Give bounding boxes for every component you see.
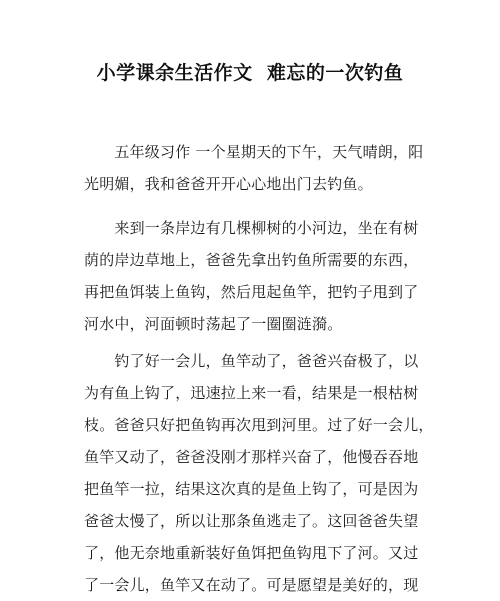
- paragraph-line: 再把鱼饵装上鱼钩，然后甩起鱼竿，把钓子甩到了: [84, 283, 419, 301]
- paragraph-line: 荫的岸边草地上，爸爸先拿出钓鱼所需要的东西，: [84, 251, 419, 269]
- paragraph-line: 五年级习作 一个星期天的下午，天气晴朗，阳: [84, 143, 424, 161]
- paragraph-line: 鱼竿又动了，爸爸没刚才那样兴奋了，他慢吞吞地: [84, 448, 419, 466]
- paragraph-line: 钓了好一会儿，鱼竿动了，爸爸兴奋极了，以: [84, 352, 419, 370]
- paragraph-3: [84, 345, 434, 601]
- paragraph-2: [84, 212, 424, 340]
- paragraph-line: 枝。爸爸只好把鱼钩再次甩到河里。过了好一会儿，: [84, 416, 434, 434]
- paragraph-line: 河水中，河面顿时荡起了一圈圈涟漪。: [84, 315, 343, 333]
- paragraph-line: 光明媚，我和爸爸开开心心地出门去钓鱼。: [84, 175, 373, 193]
- paragraph-line: 了，他无奈地重新装好鱼饵把鱼钩甩下了河。又过: [84, 544, 419, 562]
- paragraph-line: 来到一条岸边有几棵柳树的小河边，坐在有树: [84, 219, 419, 237]
- paragraph-1: [84, 136, 424, 200]
- paragraph-line: 把鱼竿一拉，结果这次真的是鱼上钩了，可是因为: [84, 480, 419, 498]
- paragraph-line: 了一会儿，鱼竿又在动了。可是愿望是美好的，现: [84, 576, 419, 594]
- paragraph-line: 为有鱼上钩了，迅速拉上来一看，结果是一根枯树: [84, 384, 419, 402]
- article-title: 小学课余生活作文 难忘的一次钓鱼: [96, 62, 404, 84]
- paragraph-line: 爸爸太慢了，所以让那条鱼逃走了。这回爸爸失望: [84, 512, 419, 530]
